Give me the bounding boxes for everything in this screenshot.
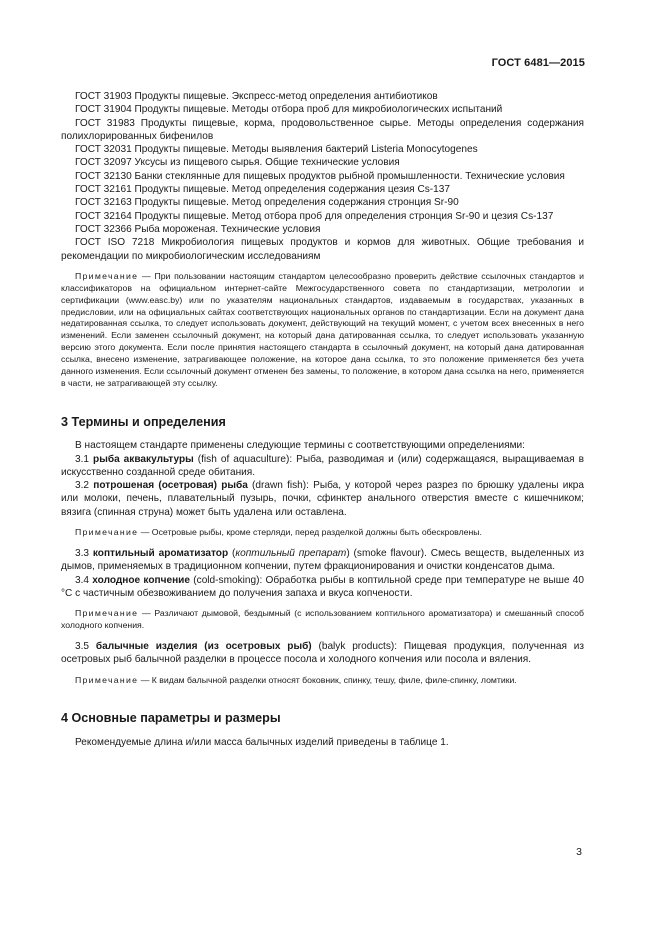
note-text: — При пользовании настоящим стандартом целесообразно проверить действие ссылочных стандартов и классификаторов на официальном интернет-сайте Межгосударственного совета по стандартизации, метрологии и сертификации (www.easc.by) или по указателям национальных стандартов, издаваемым в государствах, указанных в предисловии, или на официальных сайтах соответствующих национальных органов по стандартизации. Если на документ дана недатированная ссылка, то следует использовать документ, действующий на текущий момент, с учетом всех внесенных в него изменений. Если заменен ссылочный документ, на который дана датированная ссылка, то следует использовать указанную версию этого документа. Если после принятия настоящего стандарта в ссылочный документ, на который дана датированная ссылка, внесено изменение, затрагивающее положение, на которое дана ссылка, то это положение применяется без учета данного изменения. Если ссылочный документ отменен без замены, то положение, в котором дана ссылка на него, применяется в части, не затрагивающей эту ссылку. <box>61 270 584 389</box>
reference-item: ГОСТ 32130 Банки стеклянные для пищевых продуктов рыбной промышленности. Технические условия <box>75 170 565 182</box>
term-3-5-note: Примечание — К видам балычной разделки относят боковник, спинку, тешу, филе, филе-спинку, ломтики. <box>75 674 517 685</box>
term-name: рыба аквакультуры <box>93 453 194 465</box>
normative-references-list <box>61 90 584 263</box>
term-name: потрошеная (осетровая) рыба <box>93 480 248 492</box>
page-number: 3 <box>576 846 582 858</box>
term-3-2-note: Примечание — Осетровые рыбы, кроме стерляди, перед разделкой должны быть обескровлены. <box>75 527 482 537</box>
term-name: холодное копчение <box>92 574 191 586</box>
term-3-1: 3.1 рыба аквакультуры (fish of aquaculture): Рыба, разводимая и (или) содержащаяся, выращиваемая в искусственно созданной среде обитания. <box>61 453 584 478</box>
term-3-4: 3.4 холодное копчение (cold-smoking): Обработка рыбы в коптильной среде при температуре не выше 40 °С с частичным обезвоживанием до получения запаха и вкуса копчености. <box>61 574 584 599</box>
document-body <box>61 90 584 749</box>
reference-item: ГОСТ 32031 Продукты пищевые. Методы выявления бактерий Listeria Monocytogenes <box>75 144 478 156</box>
reference-item: ГОСТ 31904 Продукты пищевые. Методы отбора проб для микробиологических испытаний <box>75 104 503 116</box>
term-3-3: 3.3 коптильный ароматизатор (коптильный препарат) (smoke flavour). Смесь веществ, выделенных из дымов, применяемых в традиционном копчении, путем фракционирования и очистки конденсатов дыма. <box>61 547 584 573</box>
reference-item: ГОСТ 32097 Уксусы из пищевого сырья. Общие технические условия <box>75 157 400 169</box>
section-3-title: 3 Термины и определения <box>61 414 226 429</box>
reference-item: ГОСТ 32161 Продукты пищевые. Метод определения содержания цезия Cs-137 <box>75 184 450 196</box>
references-note <box>61 271 584 390</box>
reference-item: ГОСТ 32164 Продукты пищевые. Метод отбора проб для определения стронция Sr-90 и цезия Cs-137 <box>75 210 554 222</box>
reference-item: ГОСТ ISO 7218 Микробиология пищевых продуктов и кормов для животных. Общие требования и рекомендации по микробиологическим исследованиям <box>61 237 584 262</box>
reference-item: ГОСТ 32163 Продукты пищевые. Метод определения содержания стронция Sr-90 <box>75 197 459 209</box>
term-3-5: 3.5 балычные изделия (из осетровых рыб) (balyk products): Пищевая продукция, полученная из осетровых рыб балычной разделки в процессе посола и холодного копчения или посола и вяления. <box>61 640 584 666</box>
reference-item: ГОСТ 32366 Рыба мороженая. Технические условия <box>75 223 321 235</box>
term-name: коптильный ароматизатор <box>92 547 229 559</box>
note-label: Примечание <box>75 270 139 281</box>
term-3-4-note: Примечание — Различают дымовой, бездымный (с использованием коптильного ароматизатора) и смешанный способ холодного копчения. <box>61 608 584 630</box>
term-3-2: 3.2 потрошеная (осетровая) рыба (drawn fish): Рыба, у которой через разрез по брюшку удалены икра или молоки, печень, плавательный пузырь, почки, сфинктер анального отверстия вместе с кишечником; вязига (спинная струна) может быть удалена или оставлена. <box>61 480 584 518</box>
document-header: ГОСТ 6481—2015 <box>491 57 585 69</box>
reference-item: ГОСТ 31983 Продукты пищевые, корма, продовольственное сырье. Методы определения содержания полихлорированных бифенилов <box>61 117 584 142</box>
section-3-intro: В настоящем стандарте применены следующие термины с соответствующими определениями: <box>75 440 525 452</box>
term-name: балычные изделия (из осетровых рыб) <box>95 640 312 652</box>
section-4-text: Рекомендуемые длина и/или масса балычных изделий приведены в таблице 1. <box>75 736 449 748</box>
term-synonym: коптильный препарат <box>235 547 347 559</box>
reference-item: ГОСТ 31903 Продукты пищевые. Экспресс-метод определения антибиотиков <box>75 91 438 102</box>
section-4-title: 4 Основные параметры и размеры <box>61 711 281 726</box>
